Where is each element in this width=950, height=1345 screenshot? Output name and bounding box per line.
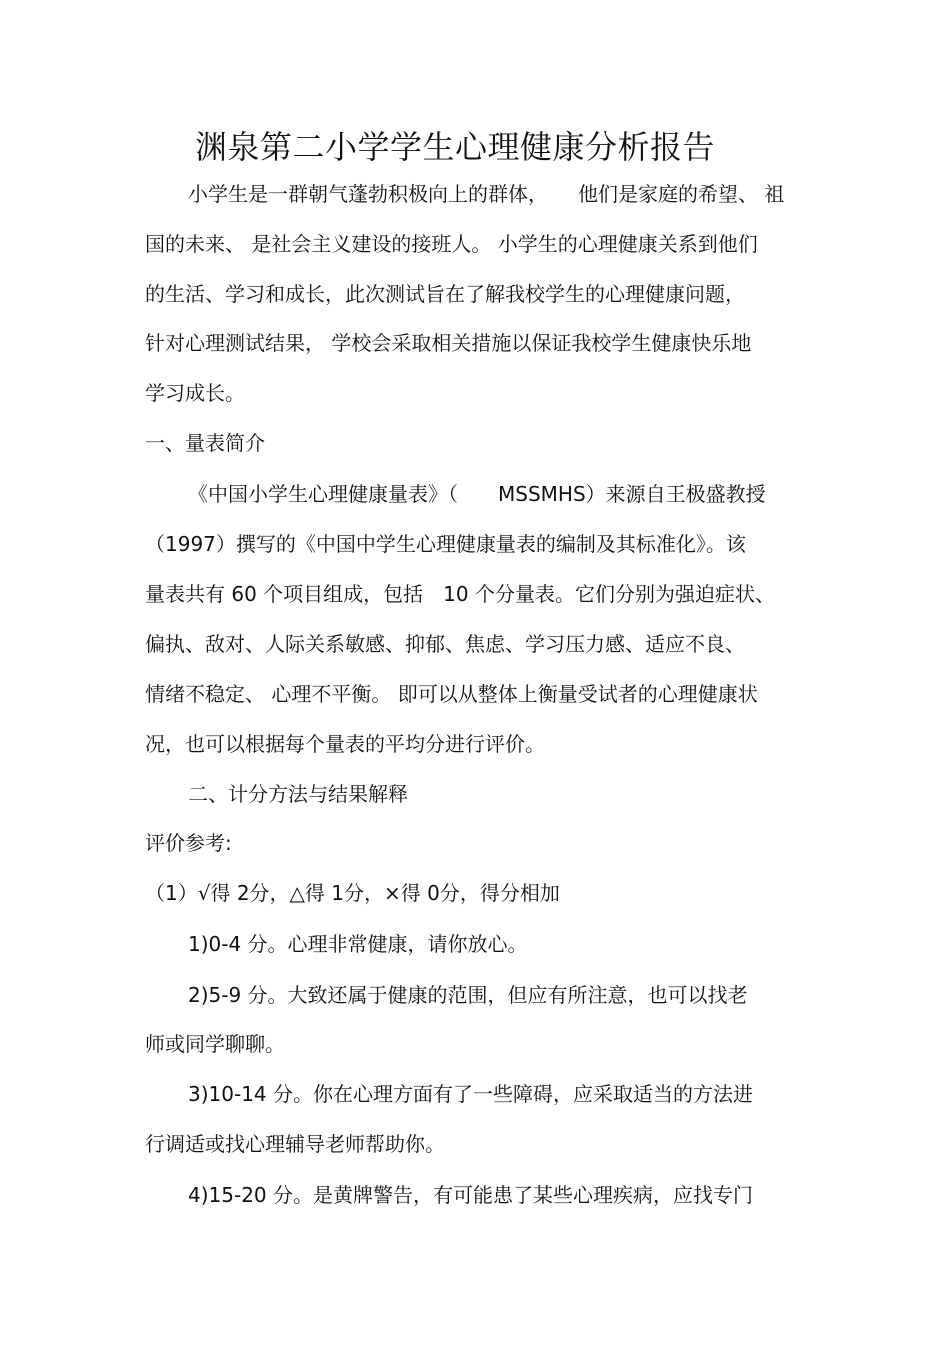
- paragraph-line: 况，也可以根据每个量表的平均分进行评价。: [145, 732, 545, 756]
- paragraph-line: 情绪不稳定、 心理不平衡。 即可以从整体上衡量受试者的心理健康状: [145, 682, 758, 706]
- paragraph-line: （1997）撰写的《中国中学生心理健康量表的编制及其标准化》。该: [145, 532, 746, 556]
- document-title: 渊泉第二小学学生心理健康分析报告: [195, 128, 716, 166]
- list-item: 2)5-9 分。大致还属于健康的范围，但应有所注意，也可以找老: [188, 983, 748, 1007]
- paragraph-line: 偏执、敌对、人际关系敏感、抑郁、焦虑、学习压力感、适应不良、: [145, 632, 745, 656]
- paragraph-line: 针对心理测试结果， 学校会采取相关措施以保证我校学生健康快乐地: [145, 331, 752, 355]
- paragraph-line: 师或同学聊聊。: [145, 1032, 285, 1056]
- paragraph-line: 《中国小学生心理健康量表》（ MSSMHS）来源自王极盛教授: [188, 482, 766, 506]
- paragraph-line: 国的未来、 是社会主义建设的接班人。 小学生的心理健康关系到他们: [145, 232, 758, 256]
- section-heading: 二、计分方法与结果解释: [188, 782, 408, 806]
- paragraph-line: 量表共有 60 个项目组成，包括 10 个分量表。它们分别为强迫症状、: [145, 582, 775, 606]
- paragraph-line: 小学生是一群朝气蓬勃积极向上的群体， 他们是家庭的希望、 祖: [188, 182, 785, 206]
- list-item: 1)0-4 分。心理非常健康，请你放心。: [188, 932, 528, 956]
- paragraph-line: 评价参考:: [145, 831, 232, 855]
- paragraph-line: 行调适或找心理辅导老师帮助你。: [145, 1132, 445, 1156]
- paragraph-line: 的生活、学习和成长，此次测试旨在了解我校学生的心理健康问题，: [145, 282, 745, 306]
- list-item: 4)15-20 分。是黄牌警告，有可能患了某些心理疾病，应找专门: [188, 1183, 753, 1207]
- list-item: 3)10-14 分。你在心理方面有了一些障碍，应采取适当的方法进: [188, 1082, 753, 1106]
- section-heading: 一、量表简介: [145, 431, 265, 455]
- paragraph-line: （1）√得 2分，△得 1分，×得 0分，得分相加: [145, 881, 560, 905]
- paragraph-line: 学习成长。: [145, 381, 245, 405]
